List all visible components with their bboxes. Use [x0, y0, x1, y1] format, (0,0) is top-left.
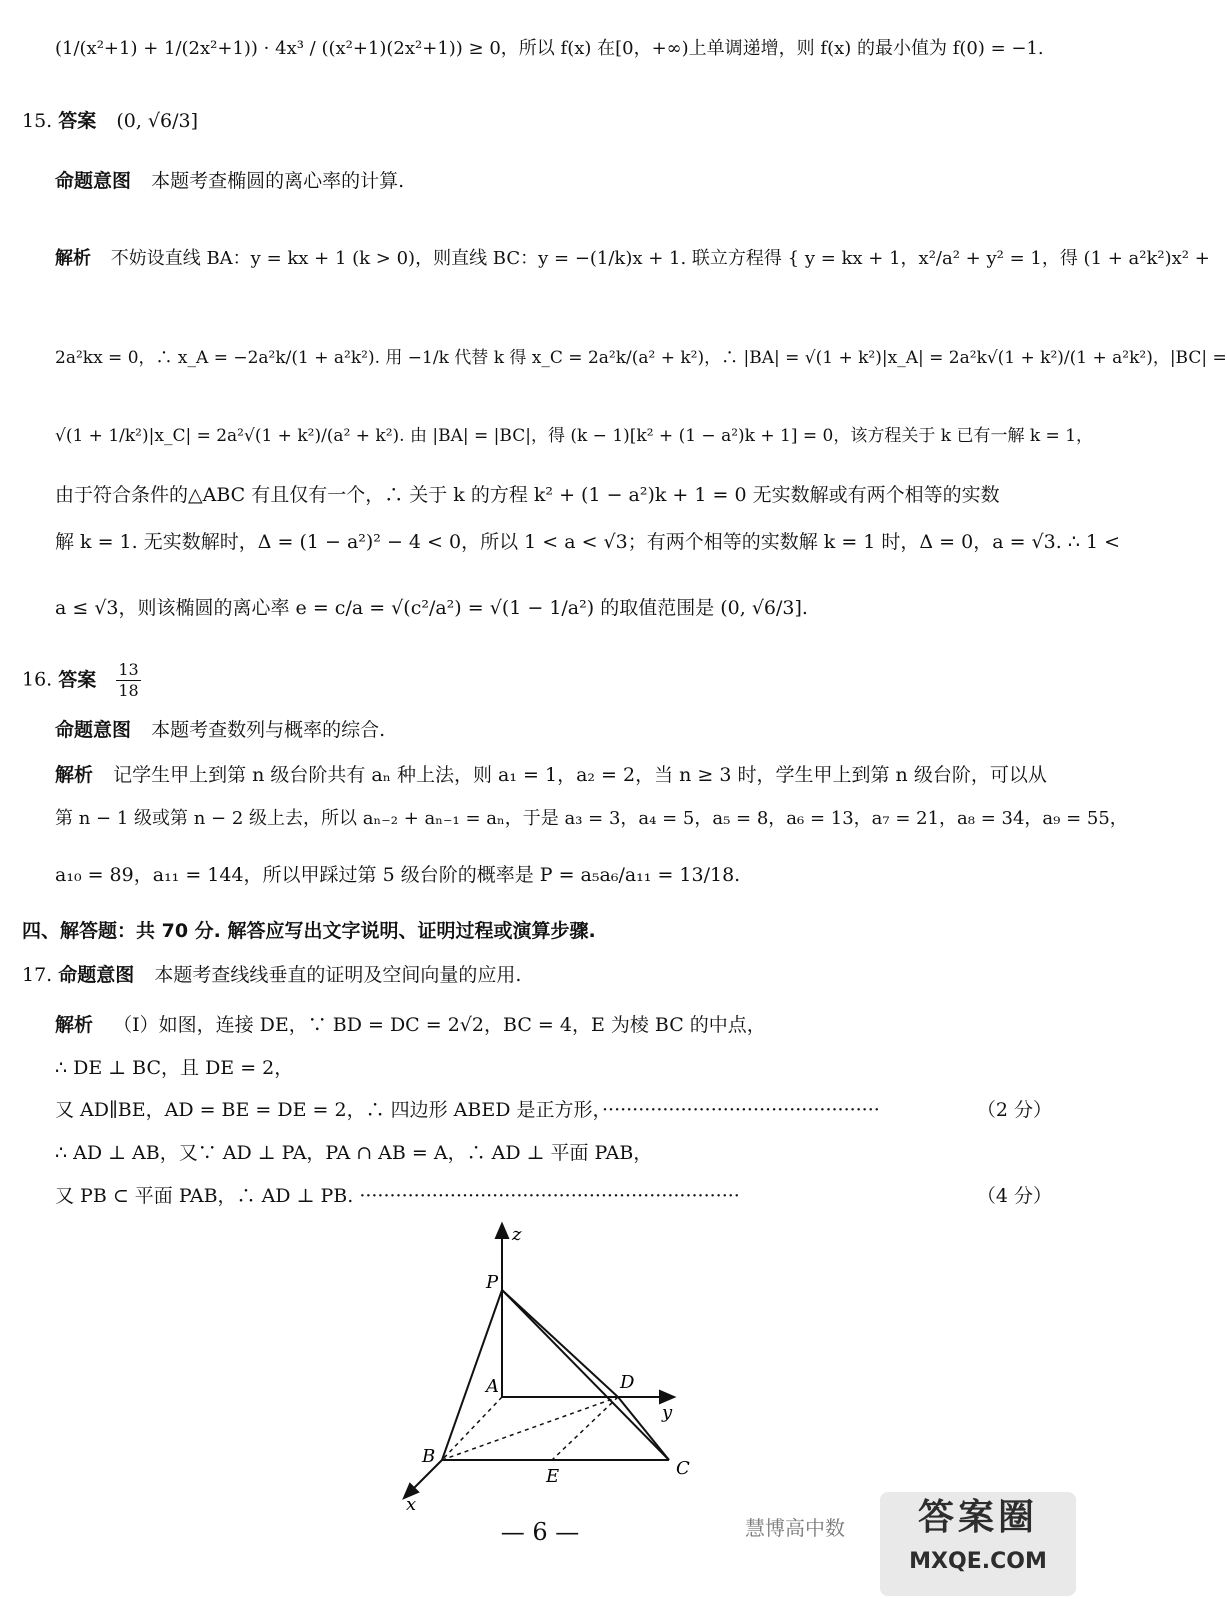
q16-answer-label: 答案 [58, 668, 97, 691]
edge-AB [442, 1397, 502, 1460]
q17-text-1: （Ⅰ）如图，连接 DE，∵ BD = DC = 2√2，BC = 4，E 为棱 BC 的中点， [113, 1014, 766, 1036]
watermark-url: MXQE.COM [909, 1549, 1047, 1574]
q16-intent-label: 命题意图 [55, 719, 132, 741]
q17-intent [22, 962, 1080, 988]
edge-DE [552, 1397, 618, 1460]
label-C: C [676, 1458, 690, 1479]
q15-analysis-line-2: 2a²kx = 0，∴ x_A = −2a²k/(1 + a²k²). 用 −1/k 代替 k 得 x_C = 2a²k/(a² + k²)，∴ |BA| = √(1 + k²)|x_A| = 2a²k√(1 + k²)/(1 + a²k²)，|BC| = [55, 348, 1227, 368]
q17-analysis-line-4: ∴ AD ⊥ AB，又∵ AD ⊥ PA，PA ∩ AB = A，∴ AD ⊥ 平面 PAB， [55, 1142, 653, 1164]
q16-analysis-line-3: a₁₀ = 89，a₁₁ = 144，所以甲踩过第 5 级台阶的概率是 P = a₅a₆/a₁₁ = 13/18. [55, 864, 741, 886]
q17-analysis-line-2: ∴ DE ⊥ BC，且 DE = 2， [55, 1057, 294, 1079]
q16-answer-line [22, 660, 1080, 701]
q15-intent-text: 本题考查椭圆的离心率的计算. [151, 170, 405, 192]
edge-PD [502, 1290, 618, 1397]
q16-answer-fraction [116, 660, 140, 701]
top-line: (1/(x²+1) + 1/(2x²+1)) · 4x³ / ((x²+1)(2x²+1)) ≥ 0，所以 f(x) 在[0，+∞)上单调递增，则 f(x) 的最小值为 f(0) = −1. [55, 38, 1044, 59]
q16-text-1: 记学生甲上到第 n 级台阶共有 aₙ 种上法，则 a₁ = 1，a₂ = 2，当 n ≥ 3 时，学生甲上到第 n 级台阶，可以从 [113, 764, 1047, 786]
q17-text-3: 又 AD∥BE，AD = BE = DE = 2，∴ 四边形 ABED 是正方形，·············································· [55, 1099, 880, 1121]
label-x: x [406, 1494, 417, 1515]
q16-number: 16. [22, 668, 53, 691]
q15-number: 15. [22, 110, 53, 132]
q17-intent-label: 命题意图 [58, 964, 135, 986]
q17-analysis-line-5 [55, 1183, 1080, 1209]
label-E: E [546, 1466, 560, 1487]
q15-analysis-line-4: 由于符合条件的△ABC 有且仅有一个，∴ 关于 k 的方程 k² + (1 − a²)k + 1 = 0 无实数解或有两个相等的实数 [55, 484, 1000, 506]
q17-analysis-label: 解析 [55, 1014, 94, 1036]
edge-PC [502, 1290, 669, 1460]
q17-intent-text: 本题考查线线垂直的证明及空间向量的应用. [154, 964, 522, 986]
q15-text-1: 不妨设直线 BA：y = kx + 1 (k > 0)，则直线 BC：y = −(1/k)x + 1. 联立方程得 { y = kx + 1，x²/a² + y² = 1，得 (1 + a²k²)x² + [110, 248, 1210, 269]
page-number: — 6 — [500, 1518, 580, 1546]
label-z: z [512, 1224, 522, 1245]
watermark-logo [880, 1492, 1076, 1596]
q15-intent-label: 命题意图 [55, 170, 132, 192]
q17-number: 17. [22, 964, 53, 986]
q15-intent [55, 168, 1080, 194]
q17-analysis-line-3 [55, 1097, 1080, 1123]
q17-score-2: （2 分） [976, 1099, 1052, 1121]
label-P: P [486, 1272, 499, 1293]
watermark-brand: 答案圈 [917, 1497, 1038, 1538]
q16-analysis-line-2: 第 n − 1 级或第 n − 2 级上去，所以 aₙ₋₂ + aₙ₋₁ = aₙ，于是 a₃ = 3，a₄ = 5，a₅ = 8，a₆ = 13，a₇ = 21，a₈ = 34，a₉ = 55， [55, 808, 1128, 829]
section-4-heading: 四、解答题：共 70 分. 解答应写出文字说明、证明过程或演算步骤. [22, 920, 596, 942]
q15-analysis-line-6: a ≤ √3，则该椭圆的离心率 e = c/a = √(c²/a²) = √(1 − 1/a²) 的取值范围是 (0, √6/3]. [55, 597, 808, 619]
q16-intent [55, 717, 1080, 743]
q15-answer: (0, √6/3] [116, 110, 199, 132]
edge-PB [442, 1290, 502, 1460]
q17-score-4: （4 分） [976, 1185, 1052, 1207]
label-D: D [620, 1372, 635, 1393]
watermark-text: 慧博高中数 [745, 1516, 845, 1540]
q15-analysis-line-1 [55, 246, 1210, 272]
edge-BD [442, 1397, 618, 1460]
label-y: y [662, 1402, 673, 1423]
q16-analysis-line-1 [55, 762, 1080, 788]
q15-analysis-line-5: 解 k = 1. 无实数解时，Δ = (1 − a²)² − 4 < 0，所以 1 < a < √3；有两个相等的实数解 k = 1 时，Δ = 0，a = √3. ∴ 1 < [55, 531, 1121, 553]
q15-analysis-label: 解析 [55, 248, 91, 269]
label-A: A [486, 1376, 499, 1397]
q16-analysis-label: 解析 [55, 764, 94, 786]
q16-answer-numerator: 13 [118, 660, 139, 679]
pyramid-figure [390, 1222, 700, 1515]
q15-analysis-line-3: √(1 + 1/k²)|x_C| = 2a²√(1 + k²)/(a² + k²). 由 |BA| = |BC|，得 (k − 1)[k² + (1 − a²)k + 1] = 0，该方程关于 k 已有一解 k = 1， [55, 426, 1094, 446]
label-B: B [422, 1446, 436, 1467]
q16-intent-text: 本题考查数列与概率的综合. [151, 719, 386, 741]
q16-answer-denominator: 18 [118, 681, 139, 700]
z-arrow-icon [496, 1224, 508, 1238]
q15-answer-line [22, 108, 1080, 134]
q17-text-5: 又 PB ⊂ 平面 PAB，∴ AD ⊥ PB. ······························································· [55, 1185, 740, 1207]
q15-answer-label: 答案 [58, 110, 97, 132]
q17-analysis-line-1 [55, 1012, 1080, 1038]
